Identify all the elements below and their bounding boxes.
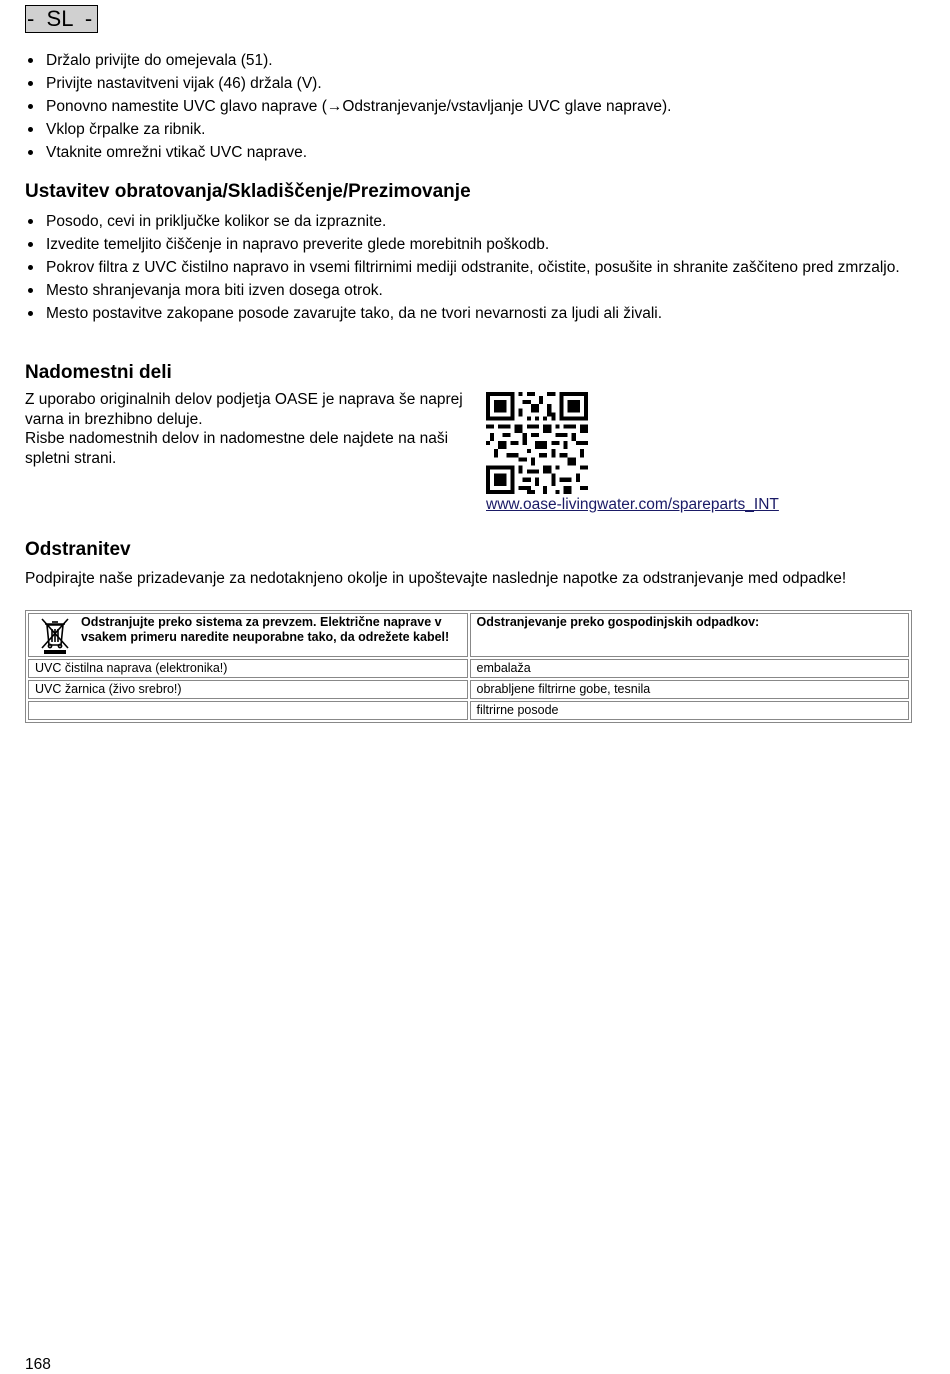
table-row: [28, 680, 909, 699]
table-cell: UVC čistilna naprava (elektronika!): [28, 659, 468, 678]
bullet-icon: [28, 242, 33, 247]
list-item: Mesto postavitve zakopane posode zavarujte tako, da ne tvori nevarnosti za ljudi ali živali.: [25, 304, 917, 323]
bullet-icon: [28, 219, 33, 224]
bullet-icon: [28, 150, 33, 155]
table-cell: embalaža: [470, 659, 910, 678]
list-item: Pokrov filtra z UVC čistilno napravo in vsemi filtrirnimi mediji odstranite, očistite, posušite in shranite zaščiteno pred zmrzaljo.: [25, 258, 917, 277]
table-cell: UVC žarnica (živo srebro!): [28, 680, 468, 699]
crossed-bin-icon: [35, 615, 75, 655]
list-item: Vtaknite omrežni vtikač UVC naprave.: [25, 143, 917, 162]
list-item: Mesto shranjevanja mora biti izven dosega otrok.: [25, 281, 917, 300]
table-row: [28, 613, 909, 657]
bullet-icon: [28, 288, 33, 293]
table-row: [28, 659, 909, 678]
table-row: [28, 701, 909, 720]
qr-code-icon[interactable]: [486, 392, 588, 494]
spare-parts-heading: Nadomestni deli: [25, 362, 172, 383]
list-item: Izvedite temeljito čiščenje in napravo preverite glede morebitnih poškodb.: [25, 235, 917, 254]
install-steps-list: [25, 51, 917, 166]
list-item: Privijte nastavitveni vijak (46) držala (V).: [25, 74, 917, 93]
page-number: 168: [25, 1356, 51, 1373]
table-cell: [28, 701, 468, 720]
bullet-icon: [28, 104, 33, 109]
bullet-icon: [28, 58, 33, 63]
list-item: Ponovno namestite UVC glavo naprave (→Odstranjevanje/vstavljanje UVC glave naprave).: [25, 97, 917, 116]
disposal-heading: Odstranitev: [25, 539, 131, 560]
table-cell: filtrirne posode: [470, 701, 910, 720]
spare-parts-link[interactable]: www.oase-livingwater.com/spareparts_INT: [486, 496, 779, 513]
bullet-icon: [28, 265, 33, 270]
collection-system-header: Odstranjujte preko sistema za prevzem. Električne naprave v vsakem primeru naredite neuporabne tako, da odrežete kabel!: [81, 615, 450, 644]
shutdown-list: [25, 212, 917, 327]
bullet-icon: [28, 127, 33, 132]
list-item: Posodo, cevi in priključke kolikor se da izpraznite.: [25, 212, 917, 231]
disposal-intro: Podpirajte naše prizadevanje za nedotaknjeno okolje in upoštevajte naslednje napotke za odstranjevanje med odpadke!: [25, 570, 847, 587]
shutdown-heading: Ustavitev obratovanja/Skladiščenje/Prezimovanje: [25, 181, 471, 202]
bullet-icon: [28, 81, 33, 86]
list-item: Vklop črpalke za ribnik.: [25, 120, 917, 139]
household-waste-header: Odstranjevanje preko gospodinjskih odpadkov:: [470, 613, 910, 657]
language-tag: - SL -: [25, 5, 98, 33]
list-item: Držalo privijte do omejevala (51).: [25, 51, 917, 70]
spare-parts-text: Z uporabo originalnih delov podjetja OASE je naprava še naprej varna in brezhibno deluje. Risbe nadomestnih delov in nadomestne dele najdete na naši spletni strani.: [25, 391, 463, 467]
bullet-icon: [28, 311, 33, 316]
disposal-table: [25, 610, 912, 723]
table-cell: obrabljene filtrirne gobe, tesnila: [470, 680, 910, 699]
